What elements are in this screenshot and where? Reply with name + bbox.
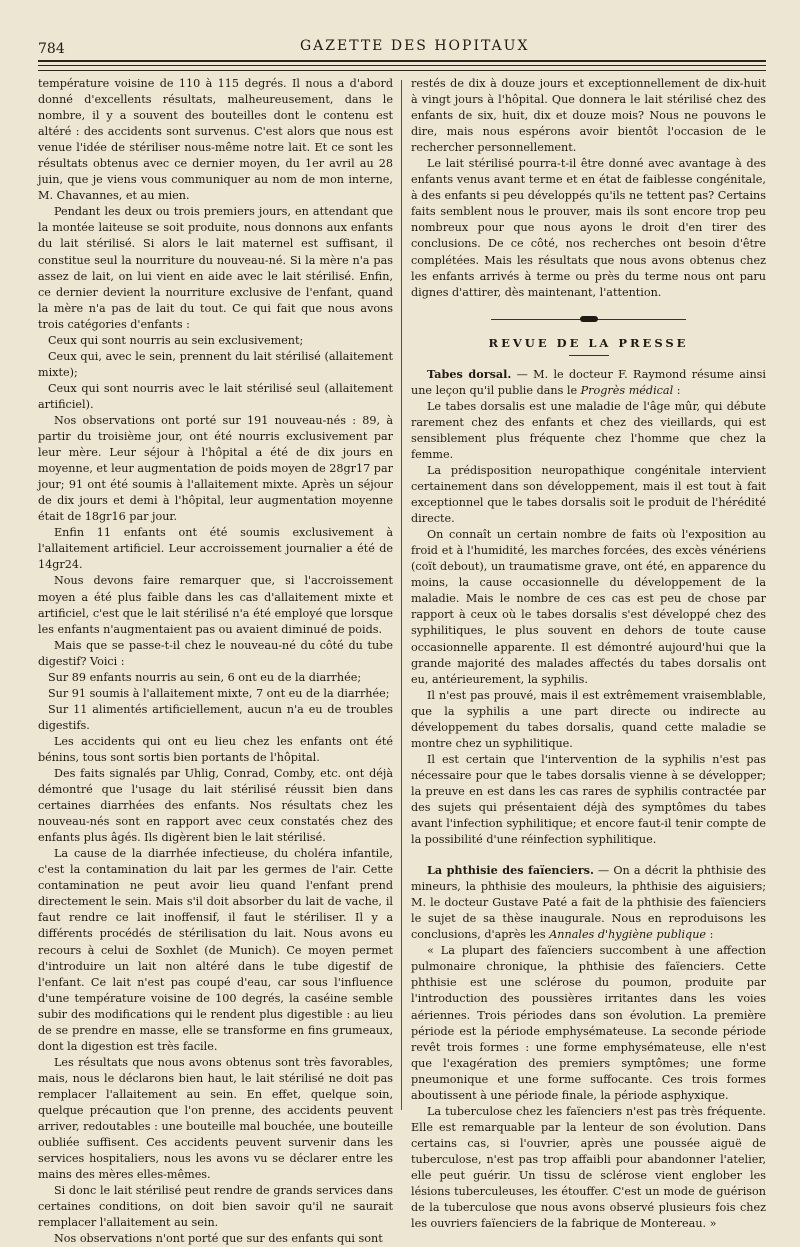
paragraph: Les résultats que nous avons obtenus sont très favorables, mais, nous le déclarons bien haut, le lait stérilisé ne doit pas remplacer l'allaitement au sein. En effet, quelque soin, quelque précaution que l'on prenne, des accidents peuvent arriver, redoutables : une bouteille mal bouchée, une bouteille oubliée suffisent. Ces accidents peuvent survenir dans les services hospitaliers, nous les avons vu se déclarer entre les mains des mères elles-mêmes.	[38, 1055, 393, 1182]
header-rule-bottom	[38, 65, 766, 66]
header-rule-top	[38, 60, 766, 62]
paragraph: Des faits signalés par Uhlig, Conrad, Comby, etc. ont déjà démontré que l'usage du lait stérilisé réussit bien dans certaines diarrhées des enfants. Nos résultats chez les nouveau-nés sont en rapport avec ceux constatés chez des enfants plus âgés. Ils digèrent bien le lait stérilisé.	[38, 767, 393, 845]
article-spacer	[411, 848, 766, 862]
article-lead	[411, 862, 766, 943]
paragraph: Mais que se passe-t-il chez le nouveau-né du côté du tube digestif? Voici :	[38, 638, 393, 668]
journal-title: GAZETTE DES HOPITAUX	[300, 38, 530, 54]
divider-ornament	[580, 316, 598, 322]
paragraph: Il est certain que l'intervention de la syphilis n'est pas nécessaire pour que le tabes dorsalis vienne à se développer; la preuve en est dans les cas rares de syphilis contractée par des sujets qui présentaient déjà des symptômes du tabes avant l'infection syphilitique; et encore faut-il tenir compte de la possibilité d'une réinfection syphilitique.	[411, 752, 766, 847]
section-title-rule	[569, 355, 609, 356]
source-title: Annales d'hygiène publique	[549, 928, 707, 942]
paragraph: La prédisposition neuropathique congénitale intervient certainement dans son développement, mais il est tout à fait exceptionnel que le tabes dorsalis soit le produit de l'hérédité directe.	[411, 463, 766, 526]
source-title: Progrès médical	[580, 383, 674, 397]
paragraph: Enfin 11 enfants ont été soumis exclusivement à l'allaitement artificiel. Leur accroissement journalier a été de 14gr24.	[38, 526, 393, 572]
paragraph: Sur 91 soumis à l'allaitement mixte, 7 ont eu de la diarrhée;	[48, 686, 390, 700]
section-title: REVUE DE LA PRESSE	[488, 335, 689, 350]
left-column	[38, 76, 393, 1247]
article-lead-end: :	[706, 928, 714, 942]
paragraph: Les accidents qui ont eu lieu chez les enfants ont été bénins, tous sont sortis bien portants de l'hôpital.	[38, 734, 393, 764]
paragraph: Ceux qui, avec le sein, prennent du lait stérilisé (allaitement mixte);	[38, 349, 393, 379]
paragraph: restés de dix à douze jours et exceptionnellement de dix-huit à vingt jours à l'hôpital. Que donnera le lait stérilisé chez des enfants de six, huit, dix et douze mois? Nous ne pouvons le dire, mais nous espérons avoir bientôt l'occasion de le rechercher personnellement.	[411, 77, 766, 155]
paragraph: Pendant les deux ou trois premiers jours, en attendant que la montée laiteuse se soit produite, nous donnons aux enfants du lait stérilisé. Si alors le lait maternel est suffisant, il constitue seul la nourriture du nouveau-né. Si la mère n'a pas assez de lait, on lui vient en aide avec le lait stérilisé. Enfin, ce dernier devient la nourriture exclusive de l'enfant, quand la mère n'a pas de lait du tout. Ce qui fait que nous avons trois catégories d'enfants :	[38, 205, 393, 331]
paragraph: On connaît un certain nombre de faits où l'exposition au froid et à l'humidité, les marches forcées, des excès vénériens (coït debout), un traumatisme grave, ont été, en apparence du moins, la cause occasionnelle du développement de la maladie. Mais le nombre de ces cas est peu de chose par rapport à ceux où le tabes dorsalis s'est développé chez des syphilitiques, le plus souvent en dehors de toute cause occasionnelle apparente. Il est démontré aujourd'hui que la grande majorité des malades affectés du tabes dorsalis ont eu, antérieurement, la syphilis.	[411, 528, 766, 686]
paragraph: Ceux qui sont nourris au sein exclusivement;	[48, 333, 304, 347]
article-heading: Tabes dorsal.	[427, 366, 512, 381]
paragraph: Si donc le lait stérilisé peut rendre de grands services dans certaines conditions, on doit bien savoir qu'il ne saurait remplacer l'allaitement au sein.	[38, 1184, 393, 1230]
ornamental-divider	[411, 315, 766, 323]
paragraph: Nos observations ont porté sur 191 nouveau-nés : 89, à partir du troisième jour, ont été nourris exclusivement par leur mère. Leur séjour à l'hôpital a été de dix jours en moyenne, et leur augmentation de poids moyen de 28gr17 par jour; 91 ont été soumis à l'allaitement mixte. Après un séjour de dix jours et demi à l'hôpital, leur augmentation moyenne était de 18gr16 par jour.	[38, 413, 393, 524]
paragraph: Le tabes dorsalis est une maladie de l'âge mûr, qui débute rarement chez des enfants et chez des vieillards, qui est sensiblement plus fréquente chez l'homme que chez la femme.	[411, 399, 766, 461]
paragraph: Ceux qui sont nourris avec le lait stérilisé seul (allaitement artificiel).	[38, 381, 393, 411]
article-heading: La phthisie des faïenciers.	[427, 863, 594, 878]
article-lead	[411, 366, 766, 399]
right-column	[411, 76, 766, 1232]
paragraph: La tuberculose chez les faïenciers n'est pas très fréquente. Elle est remarquable par la lenteur de son évolution. Dans certains cas, si l'ouvrier, après une poussée aiguë de tuberculose, n'est pas trop affaibli pour abandonner l'atelier, elle peut guérir. Un tissu de sclérose vient englober les lésions tuberculeuses, les étouffer. C'est un mode de guérison de la tuberculose que nous avons observé plusieurs fois chez les ouvriers faïenciers de la fabrique de Montereau. »	[411, 1104, 766, 1231]
paragraph: Il n'est pas prouvé, mais il est extrêmement vraisemblable, que la syphilis a une part directe ou indirecte au développement du tabes dorsalis, quand cette maladie se montre chez un syphilitique.	[411, 688, 766, 750]
paragraph: Nos observations n'ont porté que sur des enfants qui sont	[54, 1232, 383, 1246]
paragraph: La cause de la diarrhée infectieuse, du choléra infantile, c'est la contamination du lait par les germes de l'air. Cette contamination ne peut avoir lieu quand l'enfant prend directement le sein. Mais s'il doit absorber du lait de vache, il faut rendre ce lait inoffensif, il faut le stériliser. Il y a différents procédés de stérilisation du lait. Nous avons eu recours à celui de Soxhlet (de Munich). Ce moyen permet d'introduire un lait non altéré dans le tube digestif de l'enfant. Ce lait n'est pas coupé d'eau, car sous l'influence d'une température voisine de 100 degrés, la caséine semble subir des modifications qui le rendent plus digestible : au lieu de se prendre en masse, elle se transforme en fins grumeaux, dont la digestion est très facile.	[38, 847, 393, 1053]
article-lead-end: :	[673, 383, 681, 397]
paragraph: Sur 89 enfants nourris au sein, 6 ont eu de la diarrhée;	[48, 670, 362, 684]
paragraph: Nous devons faire remarquer que, si l'accroissement moyen a été plus faible dans les cas d'allaitement mixte et artificiel, c'est que le lait stérilisé n'a été employé que lorsque les enfants n'augmentaient pas ou avaient diminué de poids.	[38, 574, 393, 636]
paragraph: Sur 11 alimentés artificiellement, aucun n'a eu de troubles digestifs.	[38, 702, 393, 732]
header-rule-under	[38, 70, 766, 71]
paragraph: « La plupart des faïenciers succombent à une affection pulmonaire chronique, la phthisie des faïenciers. Cette phthisie est une sclérose du poumon, produite par l'introduction des poussières irritantes dans les voies aériennes. Trois périodes dans son évolution. La première période est la période emphysémateuse. La seconde période revêt trois formes : une forme emphysémateuse, elle n'est que l'exagération des premiers symptômes; une forme pneumonique et une forme suffocante. Ces trois formes aboutissent à une période finale, la période asphyxique.	[411, 944, 766, 1102]
column-separator	[401, 80, 402, 1110]
article-lead-text: — M. le docteur F. Raymond résume ainsi une leçon qu'il publie dans le	[411, 367, 766, 397]
paragraph: Le lait stérilisé pourra-t-il être donné avec avantage à des enfants venus avant terme et en état de faiblesse congénitale, à des enfants si peu développés qu'ils ne tettent pas? Certains faits semblent nous le prouver, mais ils sont encore trop peu nombreux pour que nous ayons le droit d'en tirer des conclusions. De ce côté, nos recherches ont besoin d'être complétées. Mais les résultats que nous avons obtenus chez les enfants arrivés à terme ou près du terme nous ont paru dignes d'attirer, dès maintenant, l'attention.	[411, 157, 766, 299]
paragraph: température voisine de 110 à 115 degrés. Il nous a d'abord donné d'excellents résultats, malheureusement, dans le nombre, il y a souvent des bouteilles dont le contenu est altéré : des accidents sont survenus. C'est alors que nous est venue l'idée de stériliser nous-même notre lait. Et ce sont les résultats obtenus avec ce dernier moyen, du 1er avril au 28 juin, que je viens vous communiquer au nom de mon interne, M. Chavannes, et au mien.	[38, 77, 393, 203]
page-number: 784	[38, 41, 65, 57]
article-lead-text: — On a décrit la phthisie des mineurs, la phthisie des mouleurs, la phthisie des aiguisiers; M. le docteur Gustave Paté a fait de la phthisie des faïenciers le sujet de sa thèse inaugurale. Nous en reproduisons les conclusions, d'après les	[411, 864, 766, 942]
